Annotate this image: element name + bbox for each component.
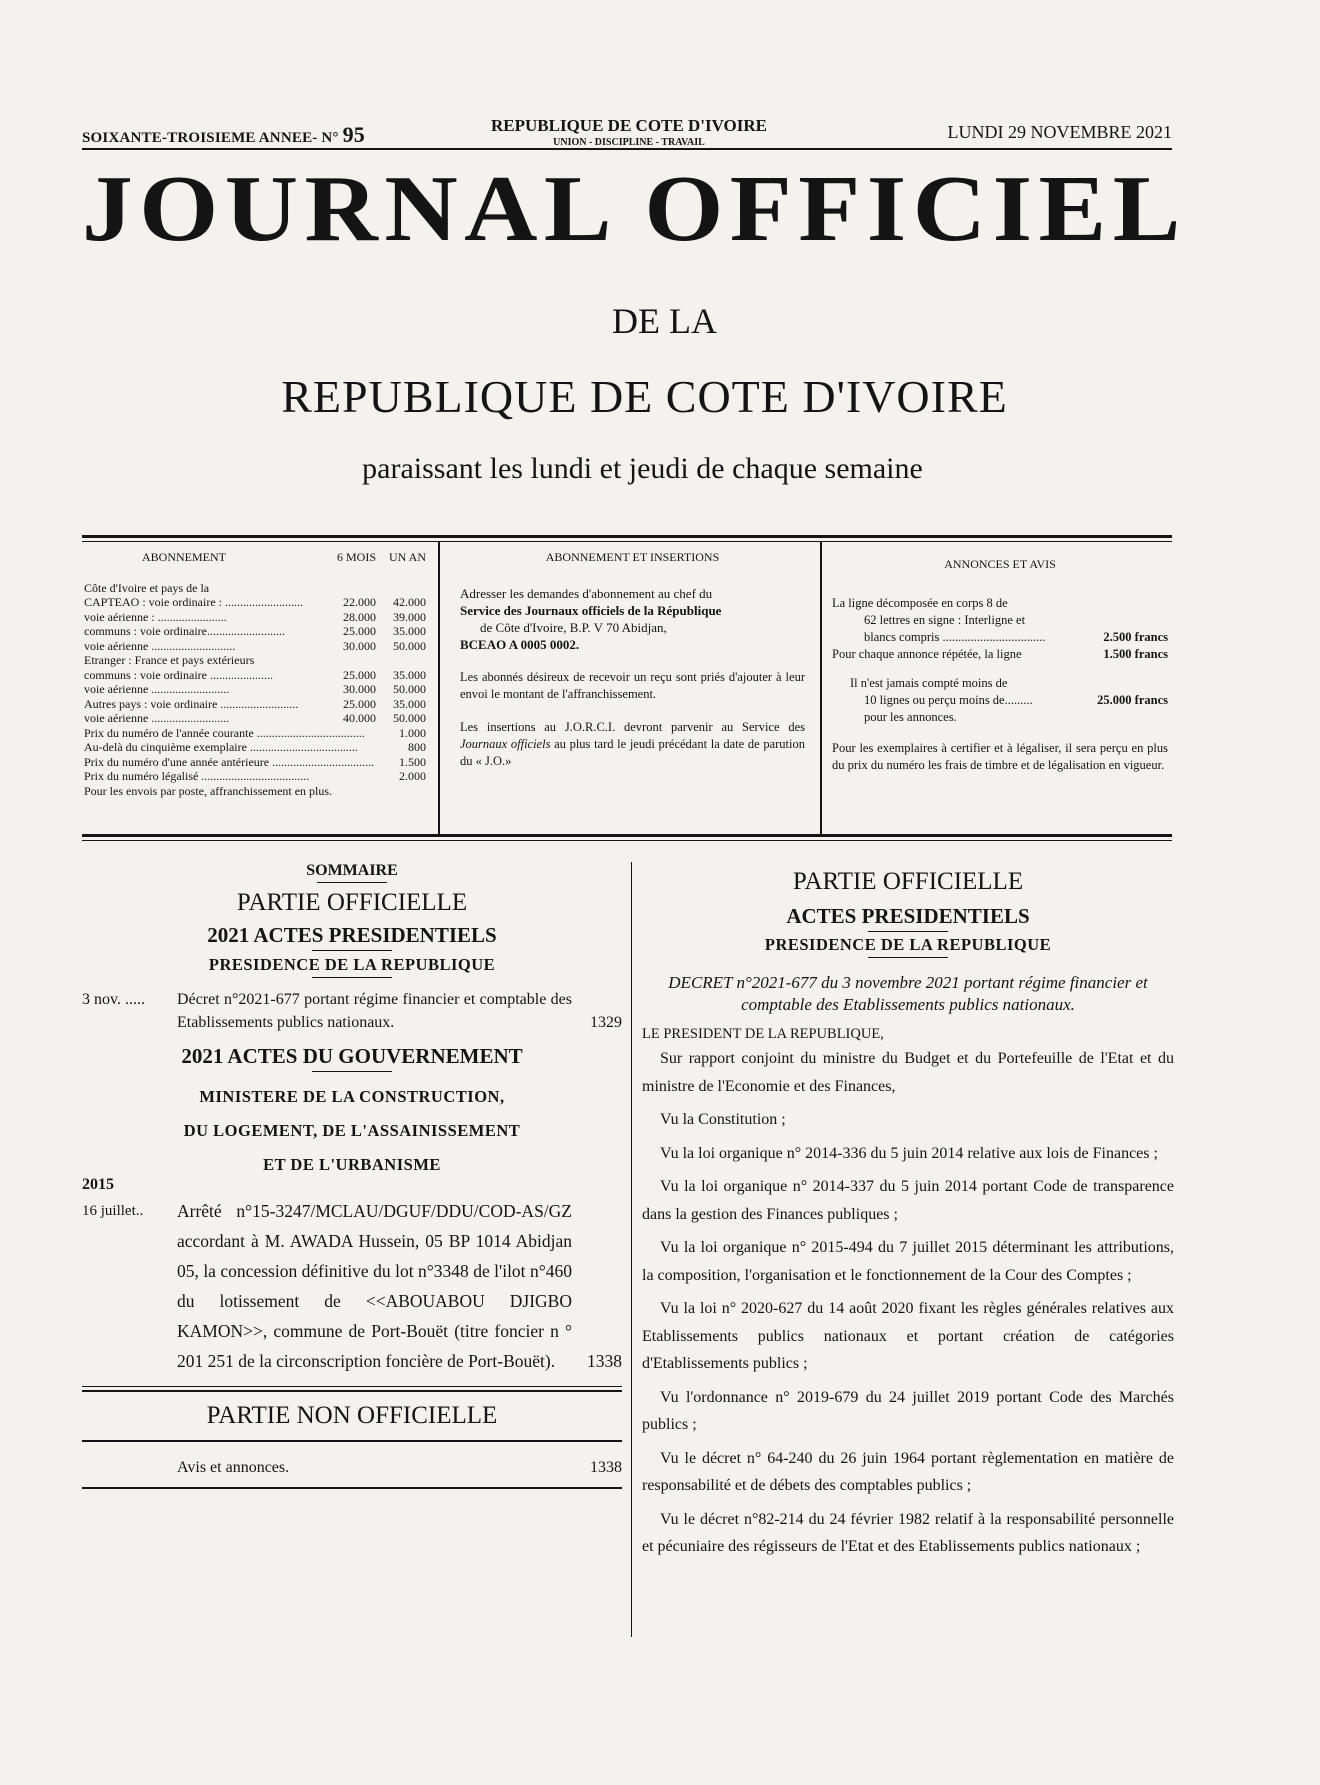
sommaire-partie-officielle: PARTIE OFFICIELLE <box>236 889 468 916</box>
sommaire-rule-4 <box>312 1071 392 1072</box>
abonnement-6mois: 30.000 <box>343 638 376 653</box>
decret-paragraph: Vu le décret n°82-214 du 24 février 1982 relatif à la responsabilité personnelle et pécuniaire des régisseurs de l'Etat et des Etablissements publics nationaux ; <box>642 1510 1174 1555</box>
non-officielle-rule-bottom <box>82 1440 622 1442</box>
sommaire-end-rule <box>82 1487 622 1489</box>
abonnement-header <box>84 550 426 565</box>
decret-paragraph: Sur rapport conjoint du ministre du Budget et du Portefeuille de l'Etat et du ministre de l'Economie et des Finances, <box>642 1050 1174 1095</box>
annonces-line-5: Il n'est jamais compté moins de <box>850 676 1008 690</box>
abonnement-6mois <box>324 769 376 784</box>
main-actes-presidentiels: ACTES PRESIDENTIELS <box>786 904 1030 928</box>
entry-date-blank <box>82 1454 177 1481</box>
abonnement-label: voie aérienne .......................... <box>84 682 230 696</box>
abonnement-1an: 1.000 <box>399 725 426 740</box>
decret-paragraph: Vu le décret n° 64-240 du 26 juin 1964 portant règlementation en matière de responsabilité et de débets des comptables publics ; <box>642 1449 1174 1494</box>
annonces-header: ANNONCES ET AVIS <box>944 557 1056 571</box>
abonnement-6mois: 28.000 <box>343 609 376 624</box>
abonnement-6mois: 30.000 <box>343 682 376 696</box>
abonnement-6mois: 25.000 <box>343 667 376 682</box>
annonces-price-2: 1.500 francs <box>1103 647 1168 661</box>
abonnement-1an <box>380 784 426 799</box>
non-officielle-rule-top-2 <box>82 1390 622 1392</box>
main-presidence: PRESIDENCE DE LA REPUBLIQUE <box>764 935 1052 954</box>
decret-paragraph: Vu l'ordonnance n° 2019-679 du 24 juillet 2019 portant Code des Marchés publics ; <box>642 1388 1174 1433</box>
header-rule <box>82 148 1172 150</box>
insertions-line-2: Service des Journaux officiels de la République <box>460 603 722 618</box>
insertions-header: ABONNEMENT ET INSERTIONS <box>545 550 720 564</box>
sommaire-column <box>82 862 622 1489</box>
ministere-line-3: ET DE L'URBANISME <box>263 1155 441 1174</box>
abonnement-label: voie aérienne .......................... <box>84 711 230 725</box>
abonnement-table <box>84 550 426 798</box>
abonnement-label: Prix du numéro légalisé .................................... <box>84 769 310 783</box>
annonces-line-1: La ligne décomposée en corps 8 de <box>832 596 1008 610</box>
insertions-delai-b: Journaux officiels <box>460 737 551 751</box>
decret-title: DECRET n°2021-677 du 3 novembre 2021 portant régime financier et comptable des Etablissements publics nationaux. <box>668 973 1148 1014</box>
abonnement-label: voie aérienne ............................ <box>84 638 236 653</box>
annonces-line-2: 62 lettres en signe : Interligne et <box>864 613 1026 627</box>
abonnement-6mois: 25.000 <box>343 624 376 638</box>
abonnement-1an: 1.500 <box>399 754 426 769</box>
main-partie-officielle: PARTIE OFFICIELLE <box>792 868 1024 895</box>
entry-text: Décret n°2021-677 portant régime financier et comptable des Etablissements publics nationaux. <box>177 991 572 1031</box>
abonnement-row <box>84 682 426 697</box>
header-republique <box>474 116 784 148</box>
sommaire-partie-non-officielle: PARTIE NON OFFICIELLE <box>206 1402 498 1429</box>
abonnement-header-label: ABONNEMENT <box>142 550 226 564</box>
abonnement-label: Prix du numéro d'une année antérieure .................................. <box>84 754 375 769</box>
annonces-prix-min <box>832 692 1168 709</box>
annonces-column <box>832 556 1168 774</box>
decret-paragraph: Vu la loi n° 2020-627 du 14 août 2020 fixant les règles générales relatives aux Etablissements publics nationaux et portant création de catégories d'Etablissements publics ; <box>642 1300 1174 1372</box>
abonnement-6mois <box>332 784 380 799</box>
insertions-address <box>460 585 805 653</box>
issue-number <box>82 122 365 148</box>
box-bottom-rule-thin <box>82 840 1172 841</box>
abonnement-6mois <box>358 740 393 755</box>
sommaire-rule-3 <box>312 977 392 978</box>
abonnement-row <box>84 697 426 712</box>
abonnement-row <box>84 624 426 639</box>
box-bottom-rule <box>82 834 1172 837</box>
abonnement-6mois <box>365 726 396 741</box>
abonnement-label: CAPTEAO : voie ordinaire : .......................... <box>84 595 303 609</box>
abonnement-1an: 2.000 <box>399 769 426 783</box>
abonnement-row <box>84 784 426 799</box>
abonnement-row <box>84 755 426 770</box>
sommaire-actes-presidentiels: 2021 ACTES PRESIDENTIELS <box>207 923 497 947</box>
abonnement-1an: 50.000 <box>393 711 426 725</box>
abonnement-row <box>84 668 426 683</box>
sommaire-presidence: PRESIDENCE DE LA REPUBLIQUE <box>208 955 496 974</box>
abonnement-label: Prix du numéro de l'année courante .................................... <box>84 725 365 740</box>
annonces-line-6: 10 lignes ou perçu moins de......... <box>864 693 1033 707</box>
insertions-delai-a: Les insertions au J.O.R.C.I. devront parvenir au Service des <box>460 720 805 734</box>
sommaire-rule <box>317 882 387 883</box>
sommaire-title: SOMMAIRE <box>306 862 398 879</box>
sommaire-entry-arrete <box>82 1196 622 1376</box>
de-la: DE LA <box>612 301 717 341</box>
decret-paragraph: Vu la Constitution ; <box>660 1111 786 1128</box>
abonnement-1an: 35.000 <box>393 696 426 711</box>
abonnement-row <box>84 639 426 654</box>
annonces-line-3: blancs compris ................................. <box>864 630 1046 644</box>
box-top-rule-thin <box>82 541 1172 542</box>
abonnement-1an <box>376 581 426 596</box>
abonnement-row <box>84 610 426 625</box>
abonnement-6mois <box>324 653 376 668</box>
abonnement-row <box>84 711 426 726</box>
ministere-line-2: DU LOGEMENT, DE L'ASSAINISSEMENT <box>183 1121 521 1140</box>
abonnement-1an: 50.000 <box>393 638 426 653</box>
issue-date: LUNDI 29 NOVEMBRE 2021 <box>947 122 1172 142</box>
abonnement-1an: 35.000 <box>393 667 426 682</box>
decret-paragraph: Vu la loi organique n° 2014-337 du 5 juin 2014 portant Code de transparence dans la gestion des Finances publiques ; <box>642 1178 1174 1223</box>
abonnement-label: Pour les envois par poste, affranchissement en plus. <box>84 783 333 798</box>
abonnement-1an: 35.000 <box>393 624 426 638</box>
insertions-line-4: BCEAO A 0005 0002. <box>460 637 580 652</box>
insertions-delai <box>460 719 805 770</box>
abonnement-header-1an: UN AN <box>388 550 426 564</box>
republique-title: REPUBLIQUE DE COTE D'IVOIRE <box>281 371 1008 422</box>
abonnement-row <box>84 581 426 596</box>
insertions-recu: Les abonnés désireux de recevoir un reçu sont priés d'ajouter à leur envoi le montant de l'affranchissement. <box>460 670 805 701</box>
annonces-prix-ligne <box>832 629 1168 646</box>
entry-page: 1338 <box>587 1351 622 1371</box>
sommaire-actes-gouvernement: 2021 ACTES DU GOUVERNEMENT <box>181 1044 523 1068</box>
abonnement-6mois <box>374 755 399 770</box>
decret-paragraph: Vu la loi organique n° 2014-336 du 5 juin 2014 relative aux lois de Finances ; <box>660 1144 1158 1162</box>
abonnement-header-6mois: 6 MOIS <box>336 550 376 564</box>
insertions-column <box>460 550 805 770</box>
abonnement-row <box>84 726 426 741</box>
annonces-price-3: 25.000 francs <box>1097 693 1168 707</box>
abonnement-1an: 42.000 <box>393 595 426 609</box>
abonnement-rows <box>84 581 426 799</box>
main-rule-2 <box>868 957 948 958</box>
annonces-prix-repetee <box>832 646 1168 663</box>
republique-label: REPUBLIQUE DE COTE D'IVOIRE <box>491 116 767 135</box>
abonnement-label: communs : voie ordinaire.......................... <box>84 624 285 638</box>
annonces-line-7: pour les annonces. <box>864 710 957 724</box>
decret-body <box>642 1045 1174 1561</box>
abonnement-label: Autres pays : voie ordinaire .......................... <box>84 696 299 711</box>
abonnement-6mois: 22.000 <box>343 595 376 609</box>
abonnement-1an: 800 <box>408 740 426 754</box>
abonnement-label: Au-delà du cinquième exemplaire .................................... <box>84 740 358 754</box>
abonnement-6mois <box>324 581 376 596</box>
insertions-line-1: Adresser les demandes d'abonnement au chef du <box>460 586 713 601</box>
abonnement-row <box>84 653 426 668</box>
column-divider <box>631 862 632 1637</box>
entry-page: 1329 <box>590 1014 622 1031</box>
decret-paragraph: Vu la loi organique n° 2015-494 du 7 juillet 2015 déterminant les attributions, la composition, l'organisation et le fonctionnement de la Cour des Comptes ; <box>642 1239 1174 1284</box>
entry-text: Avis et annonces. <box>177 1459 290 1476</box>
annonces-line-4: Pour chaque annonce répétée, la ligne <box>832 647 1022 661</box>
sommaire-entry-decret <box>82 988 622 1034</box>
abonnement-label: Côte d'Ivoire et pays de la <box>84 580 210 595</box>
numero: 95 <box>342 122 366 147</box>
non-officielle-rule-top <box>82 1386 622 1387</box>
abonnement-row <box>84 740 426 755</box>
abonnement-label: Etranger : France et pays extérieurs <box>84 653 255 667</box>
abonnement-6mois: 40.000 <box>343 711 376 725</box>
sommaire-entry-avis <box>82 1454 622 1481</box>
abonnement-1an: 39.000 <box>393 609 426 624</box>
annee-label: SOIXANTE-TROISIEME ANNEE- N° <box>82 130 339 146</box>
annonces-note: Pour les exemplaires à certifier et à légaliser, il sera perçu en plus du prix du numéro les frais de timbre et de légalisation en vigueur. <box>832 741 1168 772</box>
abonnement-row <box>84 595 426 610</box>
journal-title: JOURNAL OFFICIEL <box>82 157 1187 261</box>
abonnement-row <box>84 769 426 784</box>
box-top-rule <box>82 535 1172 538</box>
ministere-line-1: MINISTERE DE LA CONSTRUCTION, <box>199 1087 505 1106</box>
entry-date: 3 nov. ..... <box>82 991 145 1008</box>
abonnement-1an: 50.000 <box>393 682 426 696</box>
insertions-line-3: de Côte d'Ivoire, B.P. V 70 Abidjan, <box>480 620 667 635</box>
box-divider-1 <box>438 542 440 834</box>
header-bar <box>82 116 1172 152</box>
abonnement-label: communs : voie ordinaire ..................... <box>84 667 273 682</box>
sommaire-year: 2015 <box>82 1176 114 1193</box>
devise: UNION - DISCIPLINE - TRAVAIL <box>553 137 705 148</box>
abonnement-6mois: 25.000 <box>343 696 376 711</box>
abonnement-label: voie aérienne : ....................... <box>84 609 227 624</box>
sommaire-rule-2 <box>312 950 392 951</box>
annonces-price-1: 2.500 francs <box>1103 630 1168 644</box>
insertions-delai-c: au plus tard le jeudi précédant la date de parution du « J.O.» <box>460 737 806 768</box>
entry-date: 16 juillet.. <box>82 1203 144 1219</box>
main-rule-1 <box>868 931 948 932</box>
main-column <box>642 868 1174 1567</box>
entry-page: 1338 <box>590 1459 622 1476</box>
entry-text: Arrêté n°15-3247/MCLAU/DGUF/DDU/COD-AS/GZ accordant à M. AWADA Hussein, 05 BP 1014 Abidjan 05, la concession définitive du lot n°3348 de l'ilot n°460 du lotissement de <<ABOUABOU DJIGBO KAMON>>, commune de Port-Bouët (titre foncier n ° 201 251 de la circonscription foncière de Port-Bouët). <box>177 1201 572 1371</box>
sommaire-ministere <box>82 1080 622 1182</box>
parution-line: paraissant les lundi et jeudi de chaque semaine <box>362 452 923 485</box>
abonnement-1an <box>376 653 426 668</box>
box-divider-2 <box>820 542 822 834</box>
president-line: LE PRESIDENT DE LA REPUBLIQUE, <box>642 1026 884 1042</box>
